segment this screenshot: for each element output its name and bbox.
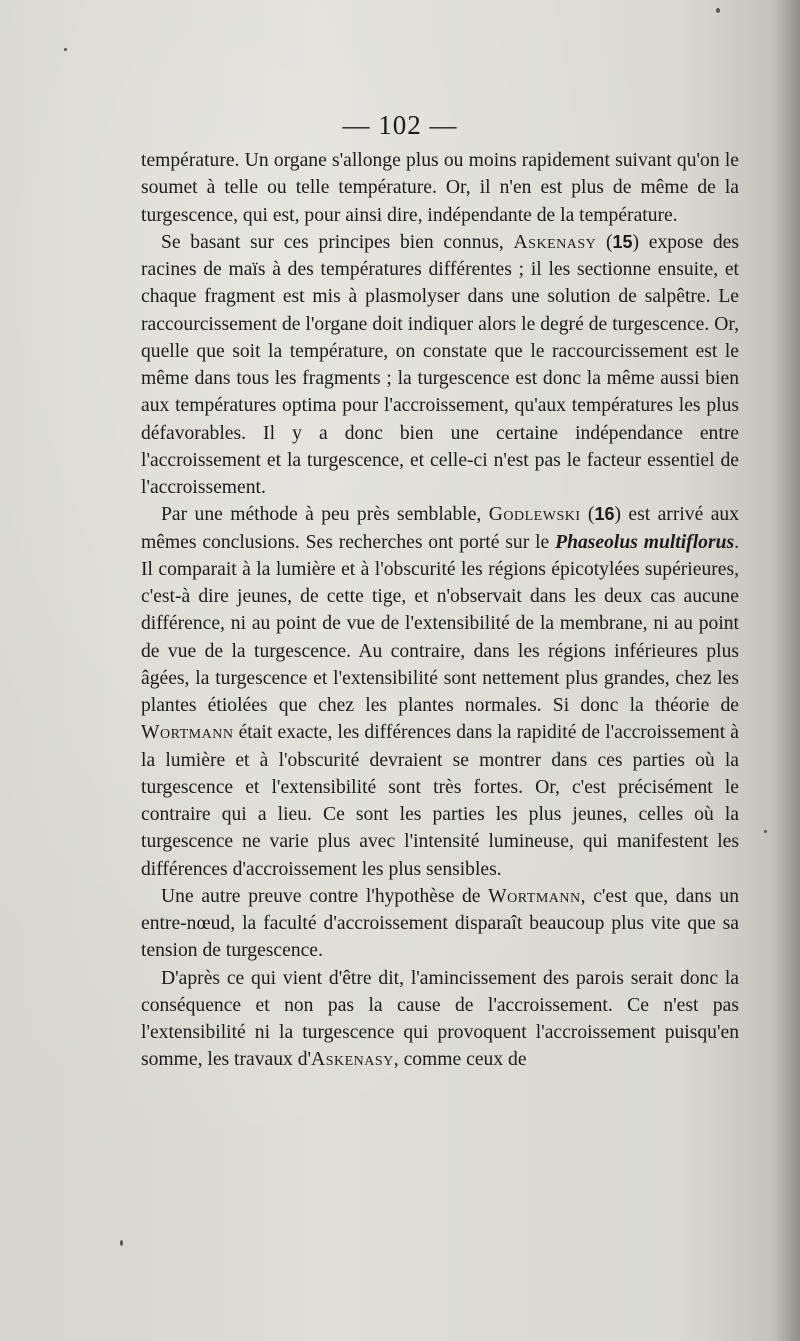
text-run: ( xyxy=(580,504,595,526)
author-name: Askenasy xyxy=(513,231,597,253)
paper-speck xyxy=(716,8,720,13)
text-run: Une autre preuve contre l'hypothèse de xyxy=(161,885,489,907)
text-run: température. Un organe s'allonge plus ou moins rapidement suivant qu'on le soumet à telle ou telle température. Or, il n'en est plus de même de la turgescence, qui est, pour ainsi dire, indépendante de la température. xyxy=(141,150,739,226)
paper-speck xyxy=(120,1240,123,1246)
paper-speck xyxy=(64,48,67,51)
paragraph xyxy=(141,229,739,502)
text-run: D'après ce qui vient d'être dit, l'amincissement des parois serait donc la conséquence et non pas la cause de l'accroissement. Ce n'est pas l'extensibilité ni la turgescence qui provoquent l'accroissement puisqu'en somme, les travaux d' xyxy=(141,967,739,1071)
text-run: Par une méthode à peu près semblable, xyxy=(161,504,489,526)
paper-speck xyxy=(764,830,767,833)
paragraph xyxy=(141,883,739,965)
text-run: était exacte, les différences dans la rapidité de l'accroissement à la lumière et à l'obscurité devraient se montrer dans ces parties où la turgescence et l'extensibilité sont très fortes. Or, c'est précisément le contraire qui a lieu. Ce sont les parties les plus jeunes, celles où la turgescence ne varie plus avec l'intensité lumineuse, qui manifestent les différences d'accroissement les plus sensibles. xyxy=(141,722,739,880)
text-run: ) est arrivé aux mêmes conclusions. Ses recherches ont porté sur le xyxy=(141,504,739,553)
paragraph xyxy=(141,965,739,1074)
text-run: . Il comparait à la lumière et à l'obscurité les régions épicotylées supérieures, c'est-à dire jeunes, de cette tige, et n'observait dans les deux cas aucune différence, ni au point de vue de l'extensibilité de la membrane, ni au point de vue de la turgescence. Au contraire, dans les régions inférieures plus âgées, la turgescence et l'extensibilité sont nettement plus grandes, chez les plantes étiolées que chez les plantes normales. Si donc la théorie de xyxy=(141,531,739,716)
paragraph xyxy=(141,147,739,229)
body-text xyxy=(141,147,739,1074)
species-name: Phaseolus multiflorus xyxy=(555,531,735,553)
text-run: , c'est que, dans un entre-nœud, la faculté d'accroissement disparaît beaucoup plus vite que sa tension de turgescence. xyxy=(141,885,739,962)
reference-number: 16 xyxy=(594,504,615,525)
paragraph xyxy=(141,501,739,883)
reference-number: 15 xyxy=(612,231,633,252)
author-name: Godlewski xyxy=(488,504,581,526)
text-run: Se basant sur ces principes bien connus, xyxy=(161,231,514,253)
text-run: , comme ceux de xyxy=(393,1049,527,1071)
page-edge-shadow xyxy=(772,0,800,1341)
text-run: ( xyxy=(596,231,613,253)
author-name: Wortmann xyxy=(141,722,234,744)
text-run: ) expose des racines de maïs à des températures différentes ; il les sectionne ensuite, et chaque fragment est mis à plasmolyser dans une solution de salpêtre. Le raccourcissement de l'organe doit indiquer alors le degré de turgescence. Or, quelle que soit la température, on constate que le raccourcissement est le même dans tous les fragments ; la turgescence est donc la même aussi bien aux températures optima pour l'accroissement, qu'aux températures les plus défavorables. Il y a donc bien une certaine indépendance entre l'accroissement et la turgescence, et celle-ci n'est pas le facteur essentiel de l'accroissement. xyxy=(141,231,739,498)
page-number: — 102 — xyxy=(342,110,458,140)
author-name: Wortmann xyxy=(488,885,581,907)
author-name: Askenasy xyxy=(311,1049,394,1071)
